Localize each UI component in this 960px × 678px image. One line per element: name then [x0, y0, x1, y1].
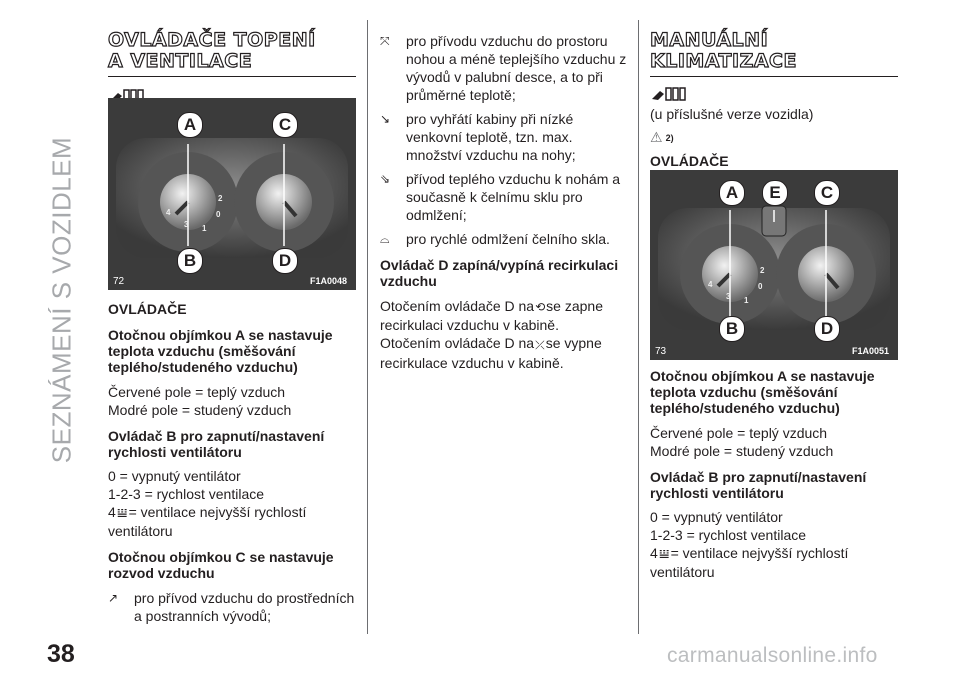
- section-title: MANUÁLNÍ KLIMATIZACE: [650, 30, 898, 77]
- ring-label: 0: [216, 210, 221, 219]
- feet-vent-icon: ↘: [380, 112, 391, 126]
- control-a-heading: Otočnou objímkou A se nastavuje teplota vzduchu (směšování teplého/studeného vzduchu): [108, 327, 333, 375]
- callout-a: A: [719, 180, 745, 206]
- warning-triangle-icon: ⚠: [650, 129, 663, 145]
- list-item: ⌓ pro rychlé odmlžení čelního skla.: [380, 231, 610, 247]
- column-divider: [638, 20, 639, 634]
- callout-e: E: [762, 180, 788, 206]
- blue-field-text: Modré pole = studený vzduch: [108, 402, 292, 418]
- callout-c: C: [272, 112, 298, 138]
- col1-body: [108, 300, 356, 625]
- fan-speed-4: 4𝍎= ventilace nejvyšší rychlostí ventilátoru: [650, 545, 849, 581]
- recirculation-off-icon: ⤫: [535, 337, 545, 352]
- col2-body: [380, 32, 630, 372]
- figure-73-climate-controls: [650, 170, 898, 360]
- ring-label: 0: [758, 282, 763, 291]
- section-title: OVLÁDAČE TOPENÍ A VENTILACE: [108, 30, 356, 77]
- ring-label: 1: [202, 224, 207, 233]
- control-d-heading: Ovládač D zapíná/vypíná recirkulaci vzduchu: [380, 257, 619, 289]
- ring-label: 2: [218, 194, 223, 203]
- face-vent-icon: ↗: [108, 591, 119, 606]
- recirculation-on-icon: ⟲: [535, 300, 546, 315]
- red-field-text: Červené pole = teplý vzduch: [108, 384, 286, 400]
- controls-heading: OVLÁDAČE: [650, 153, 729, 169]
- ring-label: 2: [760, 266, 765, 275]
- fan-icon: 𝍎: [116, 506, 128, 521]
- section-manual-climate: [650, 30, 898, 170]
- manual-book-icon: [650, 85, 898, 103]
- control-b-heading: Ovládač B pro zapnutí/nastavení rychlosti ventilátoru: [650, 469, 867, 501]
- callout-d: D: [814, 316, 840, 342]
- list-item: ↘ pro vyhřátí kabiny při nízké venkovní teplotě, tzn. max. množství vzduchu na nohy;: [380, 111, 576, 163]
- col3-body: [650, 368, 898, 581]
- blue-field-text: Modré pole = studený vzduch: [650, 443, 834, 459]
- warning-reference: ⚠ 2): [650, 129, 674, 145]
- figure-code: F1A0048: [310, 276, 348, 286]
- callout-a: A: [177, 112, 203, 138]
- control-c-heading: Otočnou objímkou C se nastavuje rozvod vzduchu: [108, 549, 334, 582]
- ring-label: 3: [184, 220, 189, 229]
- column-divider: [367, 20, 368, 634]
- figure-code: F1A0051: [852, 346, 890, 356]
- face-feet-vent-icon: ⤧: [380, 34, 390, 48]
- list-item: ⤧ pro přívodu vzduchu do prostoru nohou a méně teplejšího vzduchu z vývodů v palubní desce, a to při průměrné teplotě;: [380, 33, 627, 103]
- control-b-heading: Ovládač B pro zapnutí/nastavení rychlosti ventilátoru: [108, 428, 325, 460]
- callout-b: B: [177, 248, 203, 274]
- recirc-on-text: Otočením ovládače D na⟲se zapne recirkulaci vzduchu v kabině.: [380, 298, 603, 334]
- figure-72-heating-controls: [108, 98, 356, 290]
- fan-speed-4: 4𝍎= ventilace nejvyšší rychlostí ventilátoru: [108, 504, 307, 540]
- fan-speed-123: 1-2-3 = rychlost ventilace: [108, 486, 265, 502]
- feet-windshield-vent-icon: ⇘: [380, 172, 391, 186]
- callout-b: B: [719, 316, 745, 342]
- windshield-defrost-icon: ⌓: [380, 232, 390, 246]
- version-note: (u příslušné verze vozidla): [650, 106, 814, 122]
- figure-number: 72: [113, 276, 125, 287]
- recirc-off-text: Otočením ovládače D na⤫se vypne recirkulace vzduchu v kabině.: [380, 335, 602, 371]
- control-a-heading: Otočnou objímkou A se nastavuje teplota vzduchu (směšování teplého/studeného vzduchu): [650, 368, 875, 416]
- list-item: ⇘ přívod teplého vzduchu k nohám a současně k čelnímu sklu pro odmlžení;: [380, 171, 621, 223]
- callout-c: C: [814, 180, 840, 206]
- fan-speed-123: 1-2-3 = rychlost ventilace: [650, 527, 807, 543]
- list-item: ↗ pro přívod vzduchu do prostředních a postranních vývodů;: [108, 590, 355, 625]
- fan-icon: 𝍎: [658, 547, 670, 562]
- page-number: 38: [47, 640, 75, 668]
- controls-heading: OVLÁDAČE: [108, 301, 187, 317]
- ring-label: 4: [166, 208, 171, 217]
- figure-number: 73: [655, 346, 667, 357]
- section-heating-ventilation: [108, 30, 356, 105]
- ring-label: 3: [726, 292, 731, 301]
- ring-label: 4: [708, 280, 713, 289]
- fan-speed-0: 0 = vypnutý ventilátor: [650, 509, 783, 525]
- watermark[interactable]: carmanualsonline.info: [667, 644, 878, 667]
- red-field-text: Červené pole = teplý vzduch: [650, 425, 828, 441]
- fan-speed-0: 0 = vypnutý ventilátor: [108, 468, 241, 484]
- ring-label: 1: [744, 296, 749, 305]
- side-section-title: SEZNÁMENÍ S VOZIDLEM: [46, 136, 77, 464]
- callout-d: D: [272, 248, 298, 274]
